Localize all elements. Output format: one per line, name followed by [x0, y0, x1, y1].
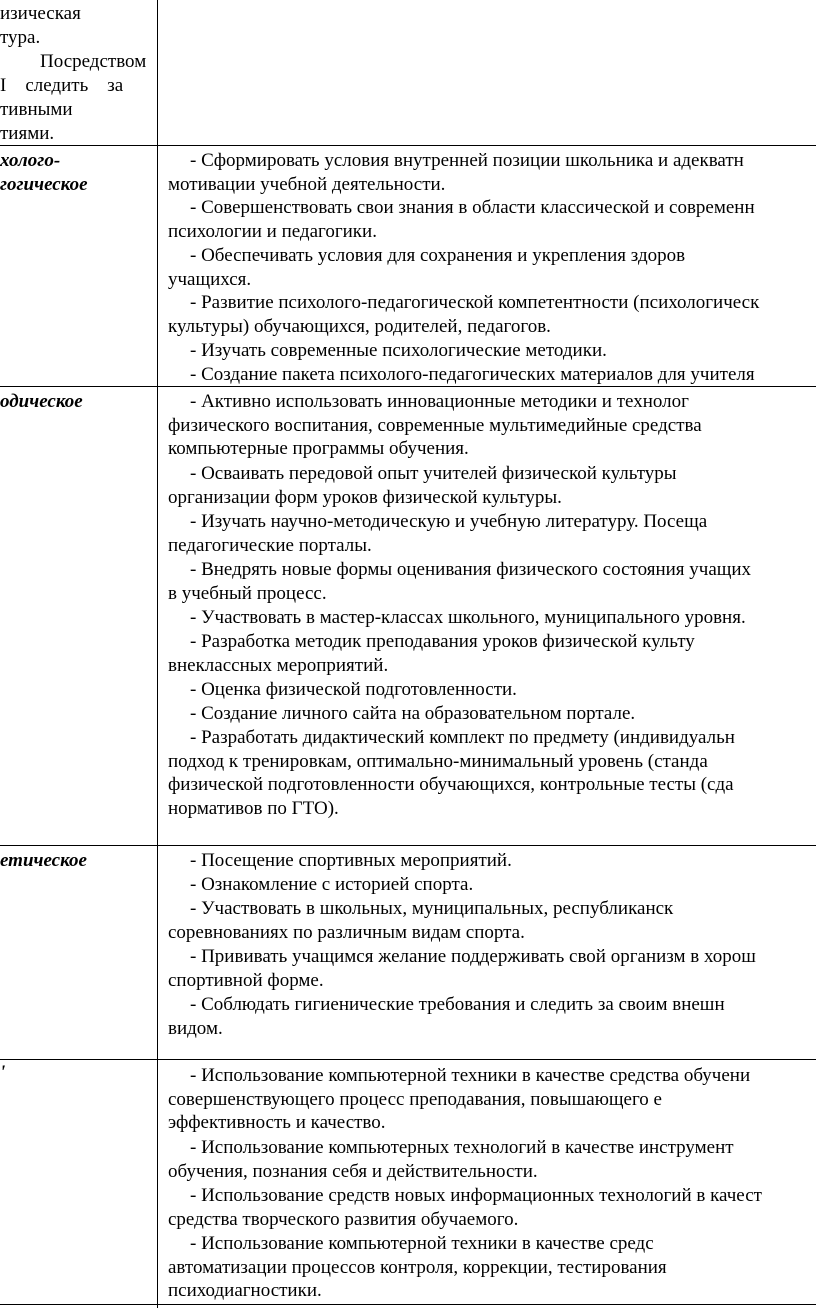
task-paragraph [168, 1064, 750, 1135]
task-paragraph [168, 702, 635, 726]
text-line: физической подготовленности обучающихся, контрольные тесты (сда [168, 774, 734, 796]
text-line: подход к тренировкам, оптимально-минимальный уровень (станда [168, 750, 708, 772]
row-divider [0, 1304, 816, 1305]
text-line: - Создание пакета психолого-педагогических материалов для учителя [190, 364, 755, 385]
task-paragraph [168, 339, 607, 363]
text-line: обучения, познания себя и действительности. [168, 1160, 538, 1182]
left-line: изическая [0, 3, 81, 24]
text-line: - Осваивать передовой опыт учителей физической культуры [190, 463, 677, 484]
text-line: - Использование средств новых информационных технологий в качест [190, 1185, 762, 1206]
direction-label: ' [0, 1062, 6, 1083]
text-line: внеклассных мероприятий. [168, 654, 389, 676]
left-line: тура. [0, 27, 41, 48]
text-line: - Изучать научно-методическую и учебную литературу. Посеща [190, 511, 708, 532]
task-paragraph [168, 726, 735, 820]
table-column-divider [157, 0, 158, 1308]
direction-label: гогическое [0, 174, 88, 195]
text-line: - Прививать учащимся желание поддерживать свой организм в хорош [190, 946, 756, 967]
text-line: физического воспитания, современные мультимедийные средства [168, 414, 702, 436]
task-paragraph [168, 196, 755, 243]
text-line: педагогические порталы. [168, 534, 372, 556]
task-paragraph [168, 510, 707, 557]
task-paragraph [168, 244, 685, 291]
text-line: - Совершенствовать свои знания в области классической и современн [190, 197, 755, 218]
task-paragraph [168, 1184, 762, 1231]
text-line: культуры) обучающихся, родителей, педагогов. [168, 315, 551, 337]
text-line: в учебный процесс. [168, 582, 327, 604]
text-line: - Изучать современные психологические методики. [190, 340, 607, 361]
text-line: - Участвовать в мастер-классах школьного, муниципального уровня. [190, 607, 746, 628]
text-line: автоматизации процессов контроля, коррекции, тестирования [168, 1256, 667, 1278]
task-paragraph [168, 1136, 734, 1183]
text-line: совершенствующего процесс преподавания, повышающего е [168, 1088, 662, 1110]
text-line: видом. [168, 1017, 223, 1039]
text-line: - Использование компьютерных технологий в качестве инструмент [190, 1137, 734, 1158]
task-paragraph [168, 149, 744, 196]
row-divider [0, 1059, 816, 1060]
text-line: мотивации учебной деятельности. [168, 173, 446, 195]
task-paragraph [168, 630, 695, 677]
text-line: - Соблюдать гигиенические требования и следить за своим внешн [190, 994, 725, 1015]
task-paragraph [168, 873, 473, 897]
text-line: психологии и педагогики. [168, 220, 377, 242]
direction-label: одическое [0, 391, 83, 412]
text-line: - Использование компьютерной техники в качестве средства обучени [190, 1065, 751, 1086]
left-line: Посредством [40, 51, 147, 72]
text-line: - Обеспечивать условия для сохранения и укрепления здоров [190, 245, 686, 266]
row-divider [0, 145, 816, 146]
left-line: тиями. [0, 123, 55, 144]
task-paragraph [168, 849, 512, 873]
left-line: тивными [0, 99, 73, 120]
text-line: психодиагностики. [168, 1280, 322, 1302]
left-line: I следить за [0, 75, 124, 96]
text-line: - Ознакомление с историей спорта. [190, 874, 474, 895]
task-paragraph [168, 462, 677, 509]
direction-label: етическое [0, 850, 87, 871]
text-line: - Участвовать в школьных, муниципальных, республиканск [190, 898, 674, 919]
text-line: компьютерные программы обучения. [168, 438, 469, 460]
text-line: эффективность и качество. [168, 1112, 386, 1134]
text-line: соревнованиях по различным видам спорта. [168, 921, 525, 943]
task-paragraph [168, 606, 746, 630]
text-line: - Развитие психолого-педагогической компетентности (психологическ [190, 292, 760, 313]
text-line: - Внедрять новые формы оценивания физического состояния учащих [190, 559, 752, 580]
task-paragraph [168, 363, 755, 387]
task-paragraph [168, 993, 725, 1040]
text-line: средства творческого развития обучаемого. [168, 1208, 519, 1230]
row-divider [0, 845, 816, 846]
text-line: - Разработать дидактический комплект по предмету (индивидуальн [190, 727, 735, 748]
text-line: нормативов по ГТО). [168, 797, 339, 819]
task-paragraph [168, 390, 702, 461]
text-line: спортивной форме. [168, 969, 324, 991]
text-line: - Посещение спортивных мероприятий. [190, 850, 512, 871]
text-line: - Сформировать условия внутренней позиции школьника и адекватн [190, 150, 744, 171]
text-line: - Использование компьютерной техники в качестве средс [190, 1233, 654, 1254]
task-paragraph [168, 945, 756, 992]
task-paragraph [168, 897, 673, 944]
text-line: учащихся. [168, 268, 252, 290]
task-paragraph [168, 1232, 667, 1303]
task-paragraph [168, 678, 517, 702]
text-line: организации форм уроков физической культуры. [168, 486, 562, 508]
task-paragraph [168, 291, 759, 338]
task-paragraph [168, 558, 751, 605]
text-line: - Разработка методик преподавания уроков физической культу [190, 631, 695, 652]
text-line: - Создание личного сайта на образовательном портале. [190, 703, 636, 724]
text-line: - Оценка физической подготовленности. [190, 679, 517, 700]
text-line: - Активно использовать инновационные методики и технолог [190, 391, 689, 412]
direction-label: холого- [0, 150, 61, 171]
